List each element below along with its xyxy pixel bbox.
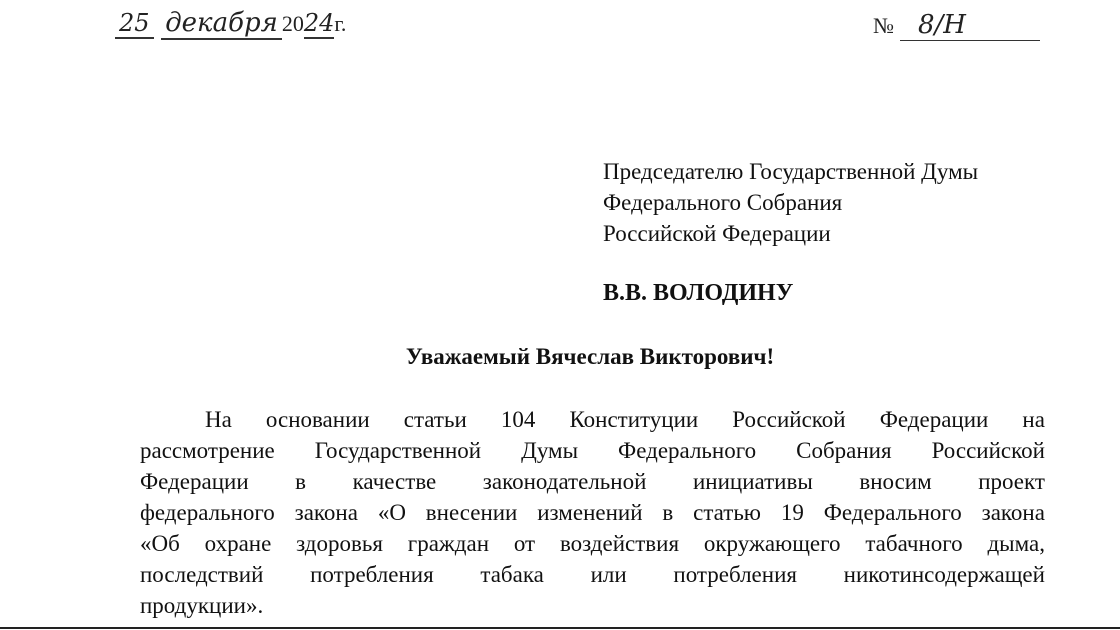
body-word: Федерального	[618, 438, 757, 463]
body-word: «Об	[140, 531, 180, 556]
body-line	[140, 435, 1045, 466]
body-word: закона	[981, 500, 1045, 525]
body-word: воздействия	[559, 531, 680, 556]
addressee-line: Российской Федерации	[603, 221, 831, 246]
body-word: Государственной	[314, 438, 482, 463]
body-word: федерального	[140, 500, 275, 525]
body-word: от	[513, 531, 536, 556]
addressee-line: Председателю Государственной Думы	[603, 159, 979, 184]
body-word: проект	[978, 469, 1045, 494]
body-word: последствий	[140, 562, 264, 587]
body-word: закона	[294, 500, 358, 525]
body-word: изменений	[537, 500, 643, 525]
body-word: в	[295, 469, 307, 494]
body-line	[140, 528, 1045, 559]
body-word: вносим	[859, 469, 932, 494]
addressee-block	[603, 156, 978, 249]
date-year-prefix: 20	[281, 11, 304, 36]
body-word: статью	[693, 500, 761, 525]
body-word: качестве	[352, 469, 437, 494]
body-word: потребления	[310, 562, 434, 587]
body-word: внесении	[425, 500, 518, 525]
body-word: на	[1022, 407, 1045, 432]
body-word: здоровья	[296, 531, 383, 556]
date-year-suffix: 24	[303, 9, 335, 37]
body-word: Федерации	[140, 469, 249, 494]
body-word: в	[662, 500, 674, 525]
body-line	[140, 466, 1045, 497]
addressee-name: В.В. ВОЛОДИНУ	[603, 280, 794, 306]
body-word: 19	[780, 500, 804, 525]
body-word: рассмотрение	[140, 438, 275, 463]
letter-number	[873, 10, 1040, 41]
body-word: дыма,	[987, 531, 1045, 556]
body-line: продукции».	[140, 593, 264, 618]
letter-date	[115, 8, 346, 40]
body-word: «О	[377, 500, 406, 525]
addressee-line: Федерального Собрания	[603, 190, 843, 215]
body-word: Российской	[732, 407, 846, 432]
body-line	[140, 497, 1045, 528]
body-word: законодательной	[482, 469, 647, 494]
body-word: Собрания	[796, 438, 892, 463]
body-word: граждан	[407, 531, 490, 556]
date-year-unit: г.	[334, 11, 347, 36]
body-word: Федерации	[879, 407, 989, 432]
body-word: Конституции	[569, 407, 699, 432]
body-word: никотинсодержащей	[843, 562, 1045, 587]
body-word: Российской	[931, 438, 1045, 463]
number-value: 8/Н	[900, 10, 1040, 41]
body-word: Думы	[521, 438, 579, 463]
body-word: основании	[265, 407, 370, 432]
body-word: потребления	[673, 562, 797, 587]
body-paragraph	[140, 404, 1045, 621]
body-word: Федерального	[823, 500, 962, 525]
body-word: окружающего	[703, 531, 841, 556]
body-word: 104	[500, 407, 536, 432]
body-line	[140, 559, 1045, 590]
body-word: На	[205, 407, 232, 432]
body-word: инициативы	[692, 469, 813, 494]
date-day: 25	[115, 9, 154, 39]
body-word: или	[590, 562, 627, 587]
body-word: статьи	[403, 407, 467, 432]
body-word: охране	[204, 531, 272, 556]
body-word: табака	[480, 562, 544, 587]
body-word: табачного	[865, 531, 963, 556]
number-sign: №	[873, 13, 894, 38]
page-edge-divider	[0, 627, 1120, 629]
date-month: декабря	[161, 8, 282, 40]
body-line	[140, 404, 1045, 435]
greeting: Уважаемый Вячеслав Викторович!	[405, 344, 775, 369]
